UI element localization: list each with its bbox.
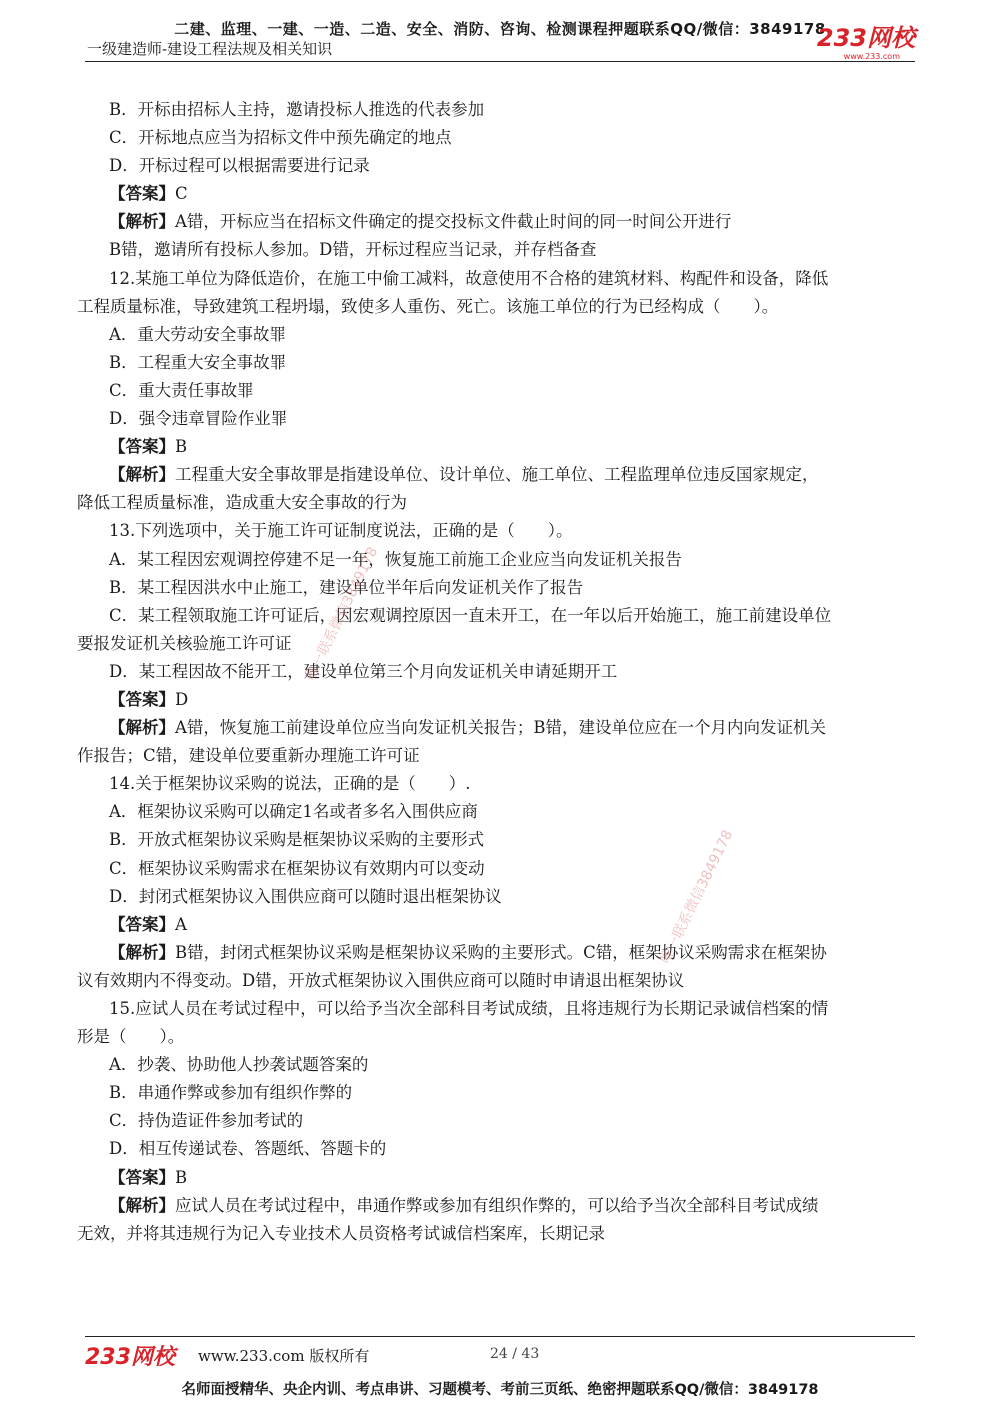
- text-line: [77, 152, 927, 180]
- line-text: B错，邀请所有投标人参加。D错，开标过程应当记录，并存档备查: [109, 240, 597, 260]
- line-text: D．开标过程可以根据需要进行记录: [109, 156, 370, 176]
- text-line: [77, 770, 927, 798]
- line-text: 12.某施工单位为降低造价，在施工中偷工减料，故意使用不合格的建筑材料、构配件和设备，降低: [109, 268, 829, 288]
- watermark-1: 唯一联系微信3849178: [302, 544, 382, 684]
- text-line: [77, 349, 927, 377]
- answer-label: 【答案】: [109, 1167, 175, 1187]
- page-number: 24 / 43: [490, 1346, 540, 1362]
- line-text: C．持伪造证件参加考试的: [109, 1111, 304, 1131]
- line-text: C: [175, 184, 188, 204]
- header-contact-line: 二建、监理、一建、一造、二造、安全、消防、咨询、检测课程押题联系QQ/微信：3849178: [174, 20, 826, 38]
- text-line: [77, 96, 927, 124]
- text-line: [77, 911, 927, 939]
- text-line: [77, 293, 927, 321]
- answer-label: 【答案】: [109, 914, 175, 934]
- text-line: [77, 1051, 927, 1079]
- text-line: [77, 714, 927, 742]
- brand-logo-url: www.233.com: [843, 52, 900, 61]
- text-line: [77, 265, 927, 293]
- line-text: B．开放式框架协议采购是框架协议采购的主要形式: [109, 830, 485, 850]
- line-text: C．重大责任事故罪: [109, 380, 254, 400]
- text-line: [77, 798, 927, 826]
- text-line: [77, 1192, 927, 1220]
- text-line: [77, 461, 927, 489]
- answer-label: 【答案】: [109, 437, 175, 457]
- text-line: [77, 686, 927, 714]
- answer-label: 【解析】: [109, 465, 175, 485]
- footer-logo: 233网校: [85, 1345, 175, 1370]
- line-text: A．重大劳动安全事故罪: [109, 324, 286, 344]
- line-text: B错，封闭式框架协议采购是框架协议采购的主要形式。C错，框架协议采购需求在框架协: [175, 942, 827, 962]
- line-text: 作报告；C错，建设单位要重新办理施工许可证: [77, 746, 420, 766]
- answer-label: 【解析】: [109, 942, 175, 962]
- line-text: C．框架协议采购需求在框架协议有效期内可以变动: [109, 858, 485, 878]
- line-text: 应试人员在考试过程中，串通作弊或参加有组织作弊的，可以给予当次全部科目考试成绩: [175, 1195, 819, 1215]
- line-text: 要报发证机关核验施工许可证: [77, 633, 292, 653]
- line-text: B．工程重大安全事故罪: [109, 352, 287, 372]
- line-text: 工程质量标准，导致建筑工程坍塌，致使多人重伤、死亡。该施工单位的行为已经构成（ ）。: [77, 296, 779, 316]
- brand-logo: 233网校: [816, 24, 915, 52]
- text-line: [77, 180, 927, 208]
- text-line: [77, 208, 927, 236]
- line-text: A．某工程因宏观调控停建不足一年，恢复施工前施工企业应当向发证机关报告: [109, 549, 682, 569]
- text-line: [77, 1135, 927, 1163]
- line-text: C．某工程领取施工许可证后，因宏观调控原因一直未开工，在一年以后开始施工，施工前建设单位: [109, 605, 832, 625]
- line-text: D．相互传递试卷、答题纸、答题卡的: [109, 1139, 387, 1159]
- line-text: B．开标由招标人主持，邀请投标人推选的代表参加: [109, 100, 485, 119]
- line-text: D．封闭式框架协议入围供应商可以随时退出框架协议: [109, 886, 502, 906]
- document-body: [77, 96, 927, 1248]
- text-line: [77, 939, 927, 967]
- header-divider: [85, 61, 915, 62]
- line-text: 无效，并将其违规行为记入专业技术人员资格考试诚信档案库，长期记录: [77, 1223, 605, 1243]
- line-text: D．强令违章冒险作业罪: [109, 409, 288, 429]
- line-text: 工程重大安全事故罪是指建设单位、设计单位、施工单位、工程监理单位违反国家规定，: [175, 465, 819, 485]
- text-line: [77, 1107, 927, 1135]
- text-line: [77, 883, 927, 911]
- line-text: 13.下列选项中，关于施工许可证制度说法，正确的是（ ）。: [109, 521, 573, 541]
- line-text: B: [175, 1167, 188, 1187]
- text-line: [77, 742, 927, 770]
- line-text: D．某工程因故不能开工，建设单位第三个月向发证机关申请延期开工: [109, 661, 618, 681]
- line-text: D: [175, 689, 189, 709]
- text-line: [77, 855, 927, 883]
- line-text: A: [175, 914, 187, 934]
- footer-site: www.233.com 版权所有: [198, 1347, 370, 1365]
- text-line: [77, 405, 927, 433]
- text-line: [77, 658, 927, 686]
- line-text: 议有效期内不得变动。D错，开放式框架协议入围供应商可以随时申请退出框架协议: [77, 970, 685, 990]
- text-line: [77, 377, 927, 405]
- text-line: [77, 1079, 927, 1107]
- answer-label: 【答案】: [109, 689, 175, 709]
- text-line: [77, 1164, 927, 1192]
- footer-divider: [85, 1336, 915, 1337]
- text-line: [77, 995, 927, 1023]
- text-line: [77, 967, 927, 995]
- line-text: A．抄袭、协助他人抄袭试题答案的: [109, 1055, 369, 1075]
- footer-promo-line: 名师面授精华、央企内训、考点串讲、习题模考、考前三页纸、绝密押题联系QQ/微信：3849178: [181, 1382, 819, 1398]
- answer-label: 【答案】: [109, 184, 175, 204]
- text-line: [77, 236, 927, 264]
- line-text: A错，开标应当在招标文件确定的提交投标文件截止时间的同一时间公开进行: [175, 212, 732, 232]
- answer-label: 【解析】: [109, 1195, 175, 1215]
- text-line: [77, 630, 927, 658]
- text-line: [77, 574, 927, 602]
- line-text: B: [175, 437, 188, 457]
- line-text: 15.应试人员在考试过程中，可以给予当次全部科目考试成绩，且将违规行为长期记录诚信档案的情: [109, 999, 829, 1018]
- line-text: C．开标地点应当为招标文件中预先确定的地点: [109, 128, 452, 148]
- answer-label: 【解析】: [109, 212, 175, 232]
- document-subtitle: 一级建造师-建设工程法规及相关知识: [87, 40, 333, 58]
- text-line: [77, 826, 927, 854]
- text-line: [77, 433, 927, 461]
- text-line: [77, 517, 927, 545]
- line-text: 14.关于框架协议采购的说法，正确的是（ ）.: [109, 774, 471, 794]
- line-text: A．框架协议采购可以确定1名或者多名入围供应商: [109, 802, 478, 822]
- line-text: B．某工程因洪水中止施工，建设单位半年后向发证机关作了报告: [109, 577, 584, 597]
- line-text: A错，恢复施工前建设单位应当向发证机关报告；B错，建设单位应在一个月内向发证机关: [175, 718, 827, 738]
- text-line: [77, 124, 927, 152]
- text-line: [77, 602, 927, 630]
- line-text: 形是（ ）。: [77, 1027, 185, 1047]
- line-text: 降低工程质量标准，造成重大安全事故的行为: [77, 493, 407, 513]
- text-line: [77, 1220, 927, 1248]
- text-line: [77, 1023, 927, 1051]
- watermark-2: 唯一联系微信3849178: [657, 827, 737, 967]
- text-line: [77, 489, 927, 517]
- text-line: [77, 321, 927, 349]
- text-line: [77, 546, 927, 574]
- line-text: B．串通作弊或参加有组织作弊的: [109, 1083, 353, 1103]
- answer-label: 【解析】: [109, 718, 175, 738]
